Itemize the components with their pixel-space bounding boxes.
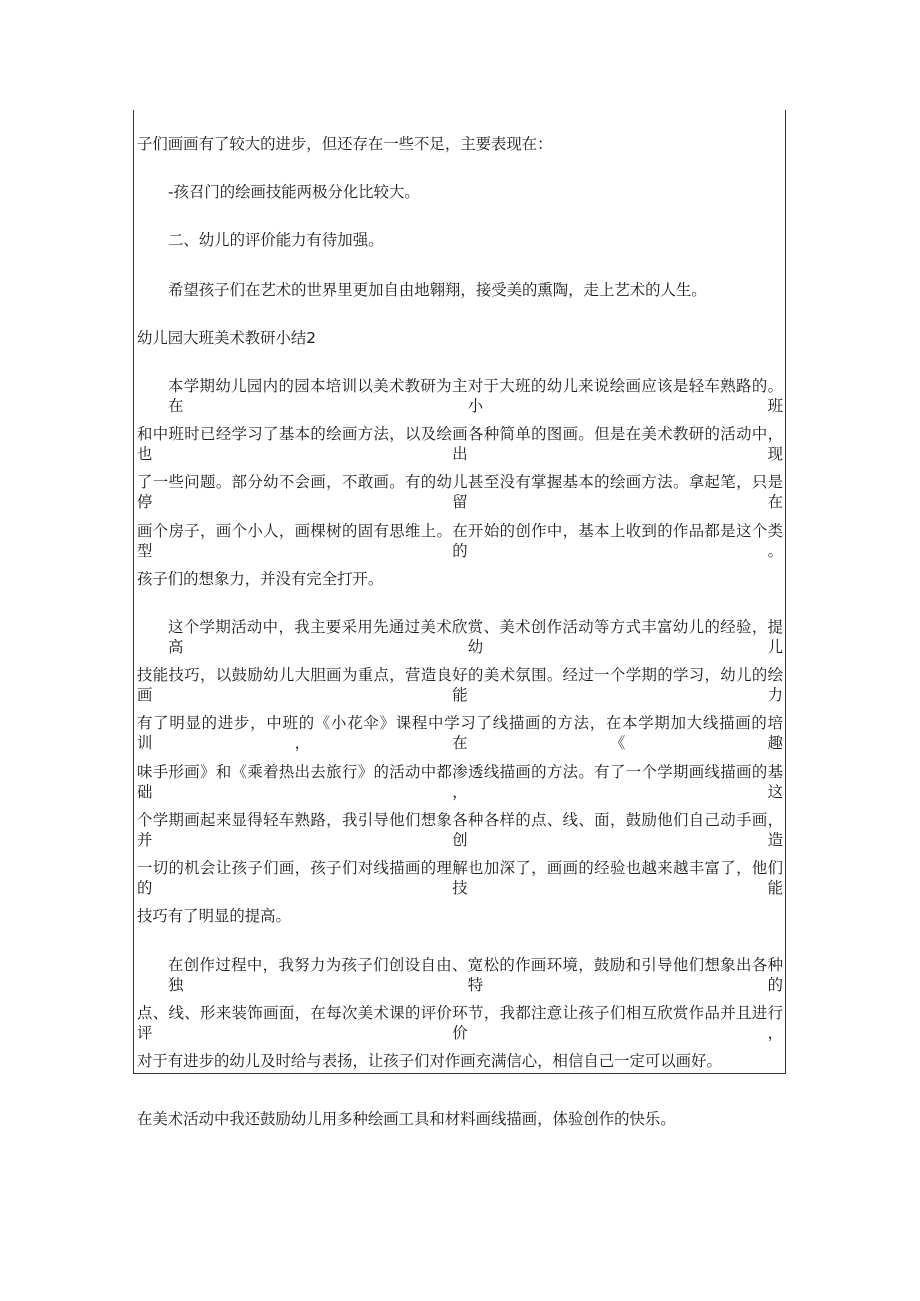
- paragraph-line: 在创作过程中，我努力为孩子们创设自由、宽松的作画环境，鼓励和引导他们想象出各种独特的: [168, 956, 783, 994]
- paragraph-line: 技巧有了明显的提高。: [137, 907, 291, 925]
- paragraph-line: 有了明显的进步，中班的《小花伞》课程中学习了线描画的方法，在本学期加大线描画的培训，在《趣: [137, 714, 783, 752]
- paragraph-line: 个学期画起来显得轻车熟路，我引导他们想象各种各样的点、线、面，鼓励他们自己动手画，并创造: [137, 811, 783, 849]
- paragraph-line: 和中班时已经学习了基本的绘画方法，以及绘画各种简单的图画。但是在美术教研的活动中，也出现: [137, 425, 783, 463]
- paragraph-line: 味手形画》和《乘着热出去旅行》的活动中都渗透线描画的方法。有了一个学期画线描画的基础，这: [137, 763, 783, 801]
- paragraph-line: 对于有进步的幼儿及时给与表扬，让孩子们对作画充满信心，相信自己一定可以画好。: [137, 1052, 722, 1070]
- content-box: [133, 110, 786, 1074]
- section-heading: 幼儿园大班美术教研小结2: [137, 329, 317, 347]
- paragraph-line: -孩召门的绘画技能两极分化比较大。: [168, 183, 420, 201]
- paragraph-line: 本学期幼儿园内的园本培训以美术教研为主对于大班的幼儿来说绘画应该是轻车熟路的。在小班: [168, 377, 783, 415]
- paragraph-line: 一切的机会让孩子们画，孩子们对线描画的理解也加深了，画画的经验也越来越丰富了，他们的技能: [137, 859, 783, 897]
- paragraph-line: 技能技巧，以鼓励幼儿大胆画为重点，营造良好的美术氛围。经过一个学期的学习，幼儿的绘画能力: [137, 666, 783, 704]
- paragraph-line: 点、线、形来装饰画面，在每次美术课的评价环节，我都注意让孩子们相互欣赏作品并且进行评价，: [137, 1004, 783, 1042]
- paragraph-line: 孩子们的想象力，并没有完全打开。: [137, 570, 384, 588]
- paragraph-line: 二、幼儿的评价能力有待加强。: [168, 231, 384, 249]
- paragraph-line: 这个学期活动中，我主要采用先通过美术欣赏、美术创作活动等方式丰富幼儿的经验，提高幼儿: [168, 618, 783, 656]
- closing-paragraph: 在美术活动中我还鼓励幼儿用多种绘画工具和材料画线描画，体验创作的快乐。: [137, 1110, 676, 1128]
- paragraph-line: 子们画画有了较大的进步，但还存在一些不足，主要表现在：: [137, 135, 553, 153]
- paragraph-line: 希望孩子们在艺术的世界里更加自由地翱翔，接受美的熏陶，走上艺术的人生。: [168, 281, 707, 299]
- paragraph-line: 了一些问题。部分幼不会画，不敢画。有的幼儿甚至没有掌握基本的绘画方法。拿起笔，只是停留在: [137, 473, 783, 511]
- paragraph-line: 画个房子，画个小人，画棵树的固有思维上。在开始的创作中，基本上收到的作品都是这个类型的。: [137, 522, 783, 560]
